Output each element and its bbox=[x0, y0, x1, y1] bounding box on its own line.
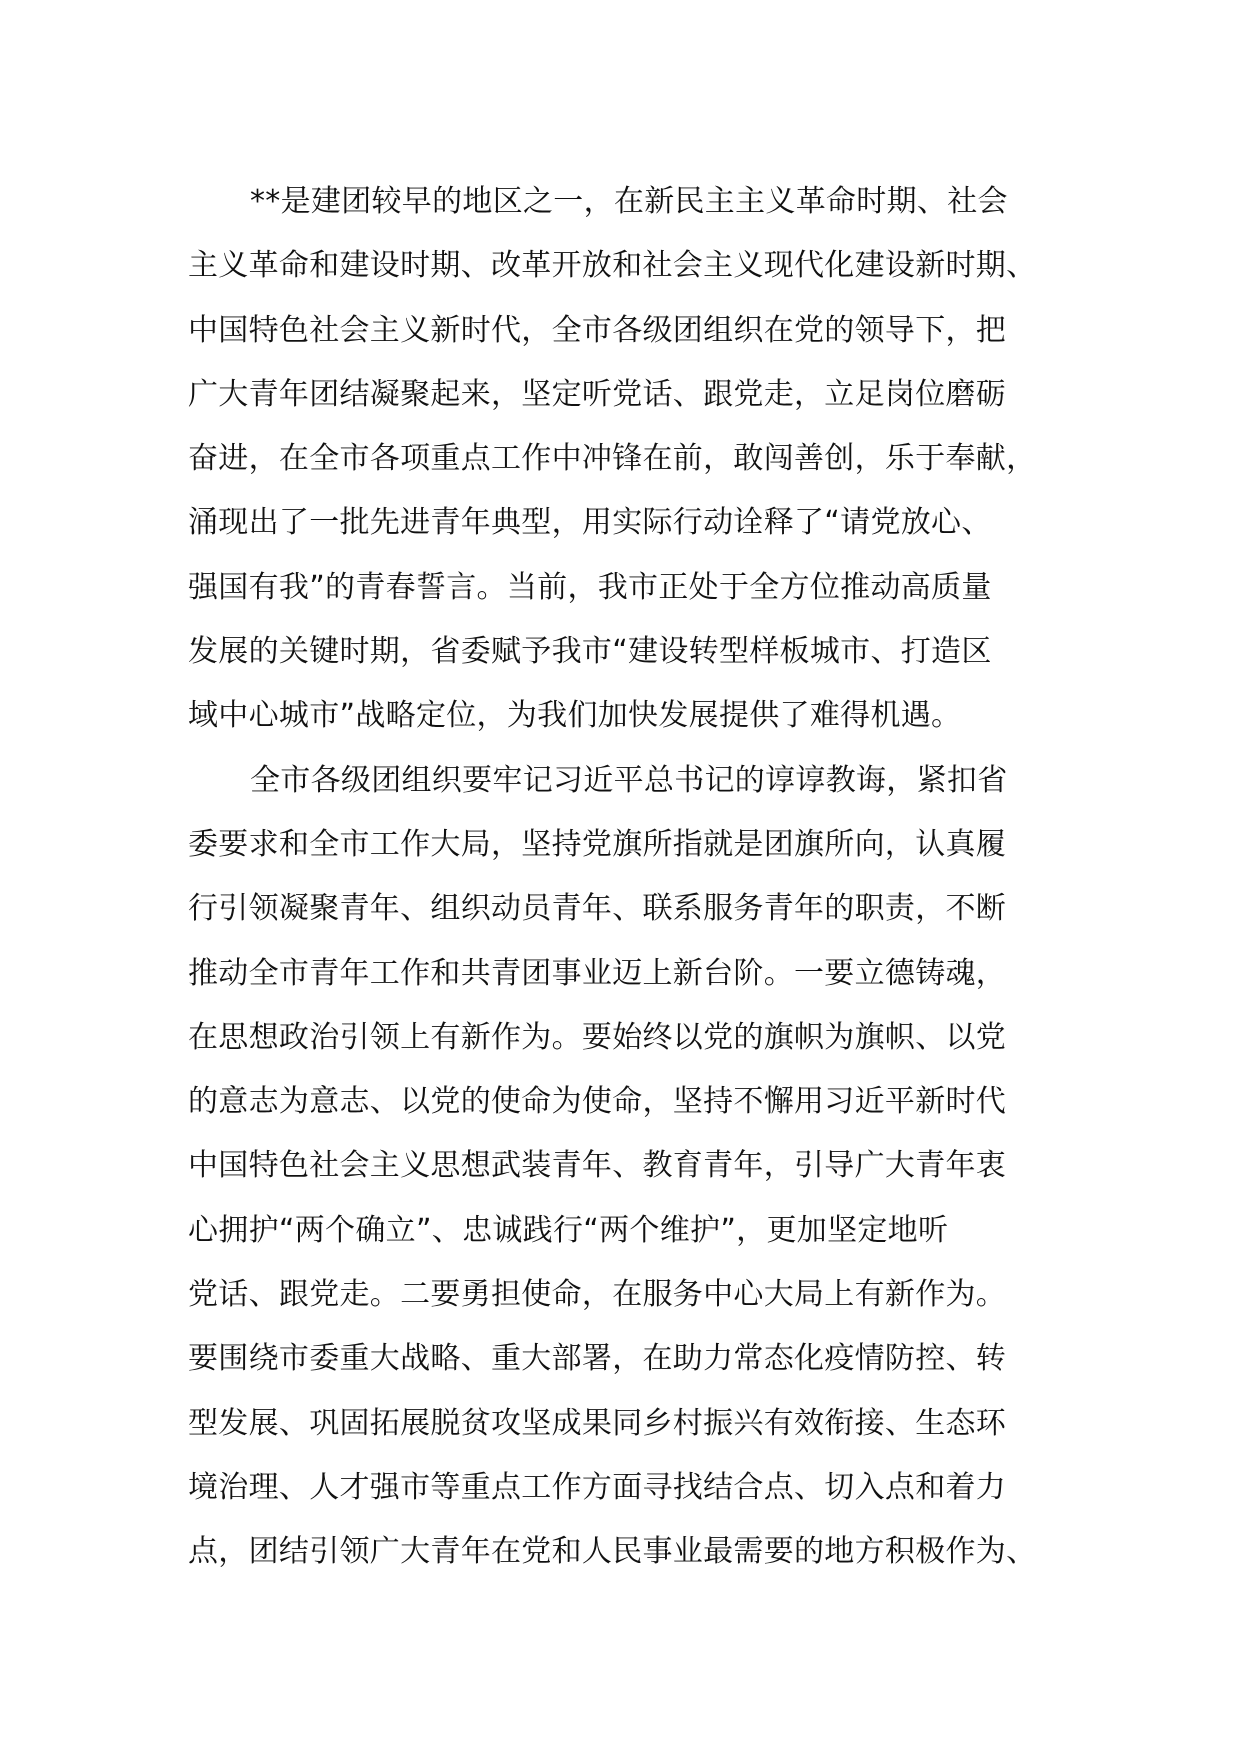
paragraph-1 bbox=[188, 170, 1088, 749]
text-line: 中国特色社会主义思想武装青年、教育青年，引导广大青年衷 bbox=[188, 1148, 1007, 1184]
text-line: 奋进，在全市各项重点工作中冲锋在前，敢闯善创，乐于奉献， bbox=[188, 441, 1037, 477]
text-line: 涌现出了一批先进青年典型，用实际行动诠释了“请党放心、 bbox=[188, 505, 992, 541]
document-body bbox=[188, 170, 1088, 1585]
text-line: 型发展、巩固拓展脱贫攻坚成果同乡村振兴有效衔接、生态环 bbox=[188, 1405, 1007, 1441]
text-line: 主义革命和建设时期、改革开放和社会主义现代化建设新时期、 bbox=[188, 248, 1037, 284]
text-line: 行引领凝聚青年、组织动员青年、联系服务青年的职责，不断 bbox=[188, 891, 1007, 927]
text-line: 在思想政治引领上有新作为。要始终以党的旗帜为旗帜、以党 bbox=[188, 1019, 1007, 1055]
text-line: 域中心城市”战略定位，为我们加快发展提供了难得机遇。 bbox=[188, 698, 962, 734]
text-line: 委要求和全市工作大局，坚持党旗所指就是团旗所向，认真履 bbox=[188, 826, 1007, 862]
text-line: 全市各级团组织要牢记习近平总书记的谆谆教诲，紧扣省 bbox=[250, 762, 1008, 798]
text-line: 推动全市青年工作和共青团事业迈上新台阶。一要立德铸魂， bbox=[188, 955, 1007, 991]
text-line: 要围绕市委重大战略、重大部署，在助力常态化疫情防控、转 bbox=[188, 1341, 1007, 1377]
text-line: 点，团结引领广大青年在党和人民事业最需要的地方积极作为、 bbox=[188, 1534, 1037, 1570]
text-line: 心拥护“两个确立”、忠诚践行“两个维护”，更加坚定地听 bbox=[188, 1212, 949, 1248]
text-line: 的意志为意志、以党的使命为使命，坚持不懈用习近平新时代 bbox=[188, 1084, 1007, 1120]
text-line: 广大青年团结凝聚起来，坚定听党话、跟党走，立足岗位磨砺 bbox=[188, 376, 1007, 412]
paragraph-2 bbox=[188, 749, 1088, 1585]
text-line: 发展的关键时期，省委赋予我市“建设转型样板城市、打造区 bbox=[188, 634, 992, 670]
text-line: 强国有我”的青春誓言。当前，我市正处于全方位推动高质量 bbox=[188, 569, 992, 605]
text-line: 中国特色社会主义新时代，全市各级团组织在党的领导下，把 bbox=[188, 312, 1007, 348]
text-line: 党话、跟党走。二要勇担使命，在服务中心大局上有新作为。 bbox=[188, 1277, 1007, 1313]
text-line: 境治理、人才强市等重点工作方面寻找结合点、切入点和着力 bbox=[188, 1469, 1007, 1505]
text-line: **是建团较早的地区之一，在新民主主义革命时期、社会 bbox=[250, 184, 1008, 219]
